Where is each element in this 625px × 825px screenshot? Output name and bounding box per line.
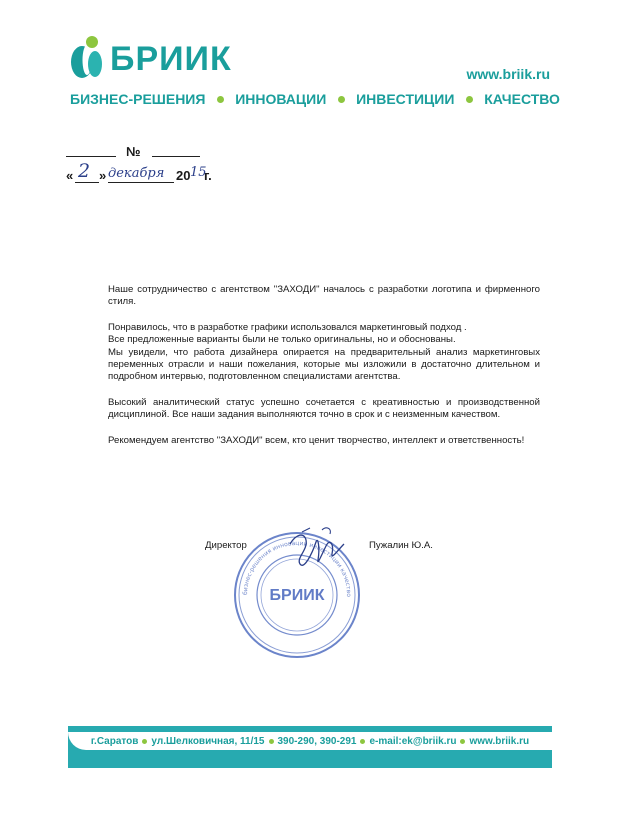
paragraph: Понравилось, что в разработке графики использовался маркетинговый подход . xyxy=(108,321,467,333)
logo-wordmark: БРИИК xyxy=(110,40,232,78)
date-month: декабря xyxy=(108,166,165,181)
footer-phones: 390-290, 390-291 xyxy=(277,735,357,747)
month-underline xyxy=(108,182,174,183)
tagline-item: БИЗНЕС-РЕШЕНИЯ xyxy=(70,91,206,107)
date-open-quote: « xyxy=(66,168,74,183)
number-sign: № xyxy=(126,144,141,159)
footer-band xyxy=(68,726,552,768)
bullet-dot-icon xyxy=(142,739,147,744)
footer-email[interactable]: e-mail:ek@briik.ru xyxy=(369,735,457,747)
signatory-title: Директор xyxy=(205,540,247,551)
document-number-line xyxy=(66,144,246,160)
paragraph: Высокий аналитический статус успешно сочетается с креативностью и производственной дисциплиной. Все наши задания выполняются точно в срок и с неизменным качеством. xyxy=(108,396,540,421)
tagline xyxy=(70,91,560,107)
number-blank xyxy=(152,156,200,157)
bullet-dot-icon xyxy=(466,96,473,103)
company-logo xyxy=(70,34,230,82)
paragraph: Наше сотрудничество с агентством "ЗАХОДИ" началось с разработки логотипа и фирменного стиля. xyxy=(108,284,540,308)
bullet-dot-icon xyxy=(460,739,465,744)
date-close-quote: » xyxy=(99,168,107,183)
logo-mark-icon xyxy=(70,34,104,80)
bullet-dot-icon xyxy=(217,96,224,103)
letter-body xyxy=(108,284,540,460)
header-website: www.briik.ru xyxy=(466,66,550,82)
footer-city: г.Саратов xyxy=(90,735,139,747)
bullet-dot-icon xyxy=(338,96,345,103)
tagline-item: КАЧЕСТВО xyxy=(484,91,560,107)
tagline-item: ИННОВАЦИИ xyxy=(235,91,327,107)
footer-address: ул.Шелковичная, 11/15 xyxy=(151,735,265,747)
footer-contacts xyxy=(68,732,552,750)
day-underline xyxy=(75,182,99,183)
date-day: 2 xyxy=(78,160,91,182)
date-year-prefix: 20 xyxy=(176,168,191,183)
svg-text:бизнес-решения инновации инвес: бизнес-решения инновации инвестиции качество xyxy=(241,539,353,597)
signatory-name: Пужалин Ю.А. xyxy=(369,540,433,551)
date-year-handwritten: 15 xyxy=(190,165,207,180)
date-year-suffix: г. xyxy=(204,168,212,183)
handwritten-signature xyxy=(282,524,352,580)
paragraph: Рекомендуем агентство "ЗАХОДИ" всем, кто ценит творчество, интеллект и ответственность! xyxy=(108,434,525,446)
stamp-center-text: БРИИК xyxy=(269,587,325,604)
number-blank xyxy=(66,156,116,157)
bullet-dot-icon xyxy=(269,739,274,744)
paragraph: Мы увидели, что работа дизайнера опирается на предварительный анализ маркетинговых переменных отрасли и наши пожелания, которые мы изложили в достаточно длительном и подробном интервью, подготовленном специалистами агентства. xyxy=(108,346,540,383)
footer-website[interactable]: www.briik.ru xyxy=(469,735,530,747)
document-date xyxy=(66,162,236,186)
bullet-dot-icon xyxy=(360,739,365,744)
paragraph: Все предложенные варианты были не только оригинальны, но и обоснованы. xyxy=(108,334,456,346)
tagline-item: ИНВЕСТИЦИИ xyxy=(356,91,455,107)
